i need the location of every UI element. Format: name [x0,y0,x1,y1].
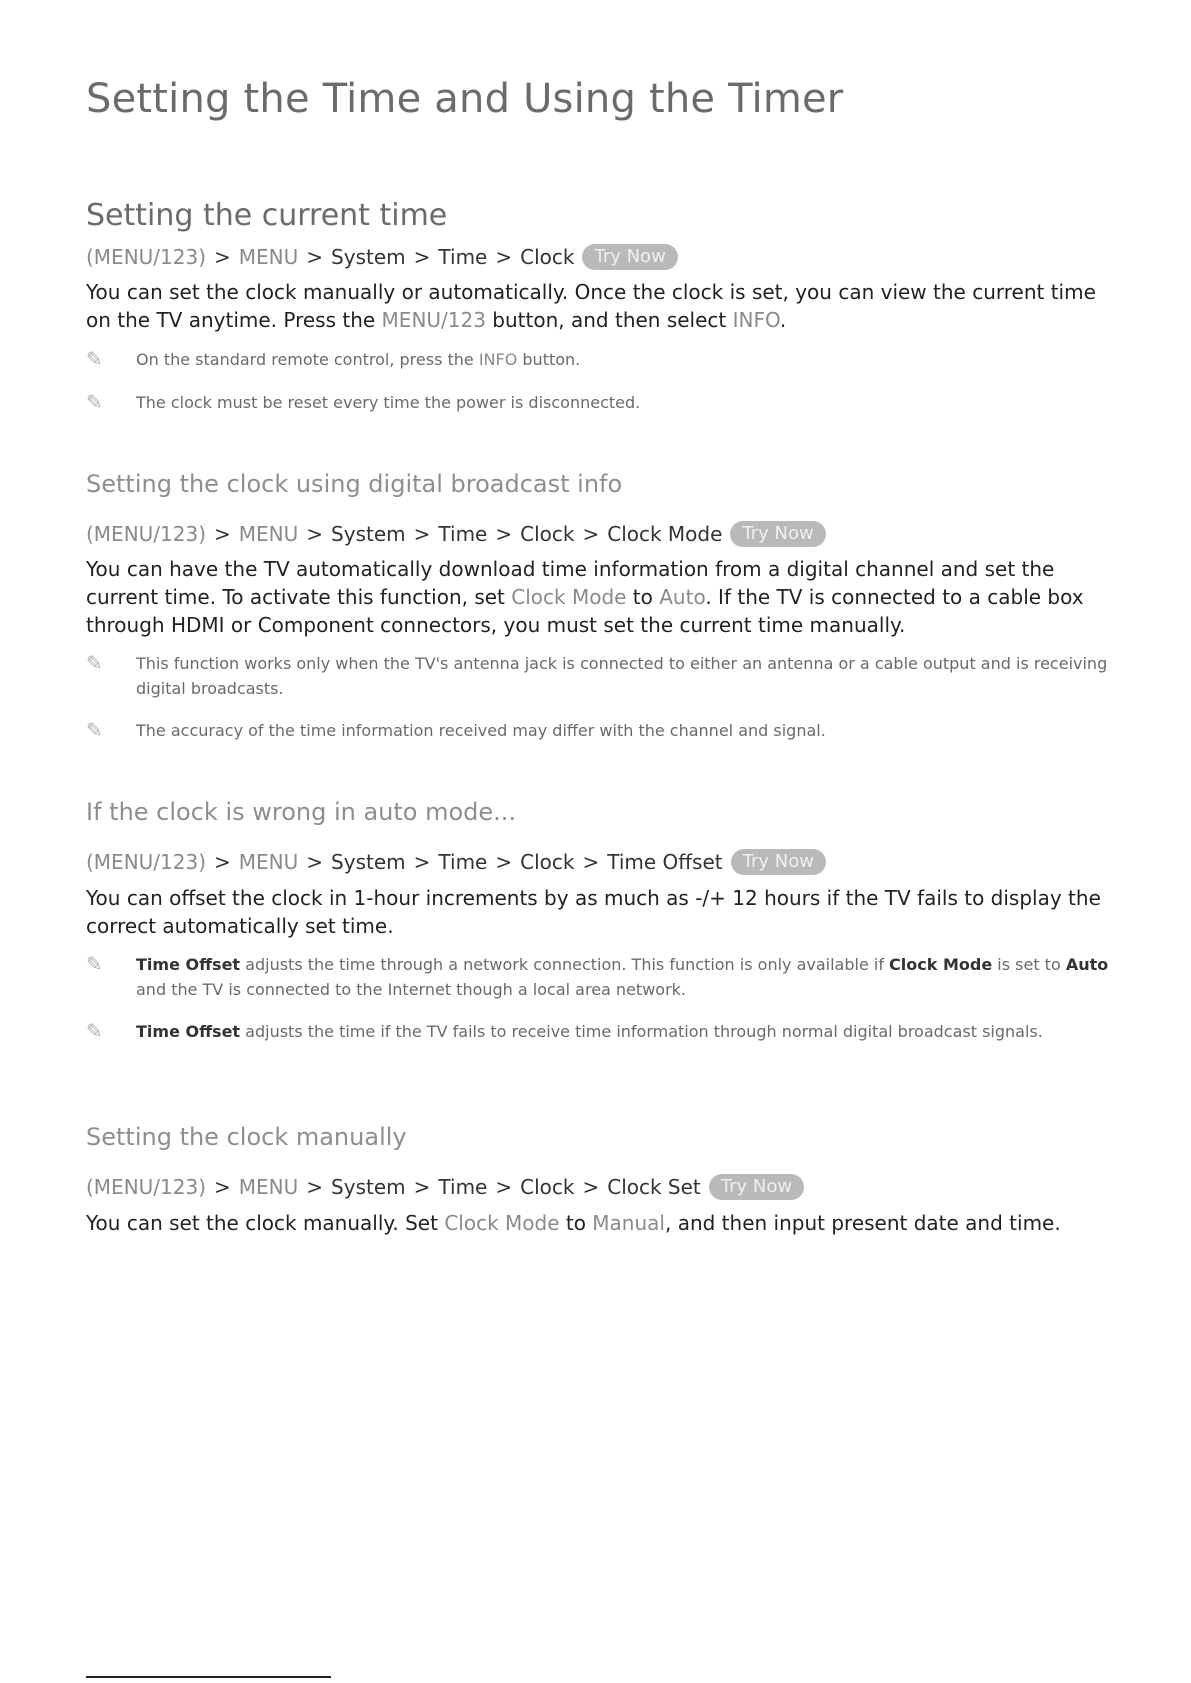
path-crumb: MENU [238,850,299,874]
path-crumb: MENU [238,522,299,546]
note: ✎ This function works only when the TV's antenna jack is connected to either an antenna or a cable output and is receiving digital broadcasts. [86,651,1126,701]
menu-path-clock [86,244,678,270]
path-crumb: System [331,522,406,546]
path-crumb: System [331,245,406,269]
menu-path-clock-set [86,1174,804,1200]
path-crumb: Clock [520,245,575,269]
chevron-right-icon: > [214,245,231,269]
chevron-right-icon: > [214,850,231,874]
path-crumb: Clock [520,850,575,874]
section-heading-current-time: Setting the current time [86,198,448,233]
section-heading-clock-manual: Setting the clock manually [86,1123,407,1151]
pencil-icon: ✎ [86,952,103,976]
path-crumb: Clock [520,1175,575,1199]
menu-path-clock-mode [86,521,826,547]
paragraph: You can offset the clock in 1-hour increments by as much as -/+ 12 hours if the TV fails to display the correct automatically set time. [86,886,1101,938]
menu-path-time-offset [86,849,826,875]
try-now-button[interactable]: Try Now [582,244,677,270]
pencil-icon: ✎ [86,1019,103,1043]
path-crumb: (MENU/123) [86,1175,207,1199]
path-crumb: Time [438,850,488,874]
paragraph: You can set the clock manually or automatically. Once the clock is set, you can view the current time on the TV anytime. Press the MENU/123 button, and then select INFO. [86,280,1096,332]
path-crumb: Time Offset [607,850,723,874]
section-heading-clock-wrong: If the clock is wrong in auto mode... [86,798,517,826]
chevron-right-icon: > [413,850,431,874]
path-crumb: (MENU/123) [86,850,207,874]
page-title: Setting the Time and Using the Timer [86,76,844,122]
path-crumb: Time [438,1175,488,1199]
note: ✎ On the standard remote control, press the INFO button. [86,347,581,371]
path-crumb: (MENU/123) [86,245,207,269]
chevron-right-icon: > [495,522,513,546]
chevron-right-icon: > [306,245,324,269]
try-now-button[interactable]: Try Now [709,1174,804,1200]
path-crumb: (MENU/123) [86,522,207,546]
chevron-right-icon: > [413,245,431,269]
paragraph: You can have the TV automatically download time information from a digital channel and set the current time. To activate this function, set Clock Mode to Auto. If the TV is connected to a cable box through HDMI or Component connectors, you must set the current time manually. [86,557,1084,637]
footer-rule [86,1676,331,1678]
chevron-right-icon: > [582,1175,600,1199]
chevron-right-icon: > [306,1175,324,1199]
path-crumb: System [331,1175,406,1199]
chevron-right-icon: > [582,522,600,546]
chevron-right-icon: > [413,522,431,546]
note: ✎ The clock must be reset every time the power is disconnected. [86,390,641,414]
path-crumb: MENU [238,245,299,269]
chevron-right-icon: > [413,1175,431,1199]
chevron-right-icon: > [582,850,600,874]
chevron-right-icon: > [495,1175,513,1199]
try-now-button[interactable]: Try Now [731,849,826,875]
path-crumb: Clock Mode [607,522,723,546]
pencil-icon: ✎ [86,390,103,414]
path-crumb: System [331,850,406,874]
path-crumb: Time [438,245,488,269]
paragraph: You can set the clock manually. Set Clock Mode to Manual, and then input present date and time. [86,1211,1061,1235]
chevron-right-icon: > [495,245,513,269]
path-crumb: Clock [520,522,575,546]
path-crumb: MENU [238,1175,299,1199]
note: ✎ Time Offset adjusts the time if the TV fails to receive time information through normal digital broadcast signals. [86,1019,1043,1043]
pencil-icon: ✎ [86,651,103,675]
chevron-right-icon: > [214,522,231,546]
chevron-right-icon: > [306,522,324,546]
chevron-right-icon: > [306,850,324,874]
pencil-icon: ✎ [86,347,103,371]
note: ✎ Time Offset adjusts the time through a network connection. This function is only available if Clock Mode is set to Auto and the TV is connected to the Internet though a local area network. [86,952,1126,1002]
try-now-button[interactable]: Try Now [730,521,825,547]
path-crumb: Time [438,522,488,546]
path-crumb: Clock Set [607,1175,701,1199]
chevron-right-icon: > [214,1175,231,1199]
note: ✎ The accuracy of the time information received may differ with the channel and signal. [86,718,826,742]
section-heading-digital-broadcast: Setting the clock using digital broadcast info [86,470,623,498]
pencil-icon: ✎ [86,718,103,742]
chevron-right-icon: > [495,850,513,874]
